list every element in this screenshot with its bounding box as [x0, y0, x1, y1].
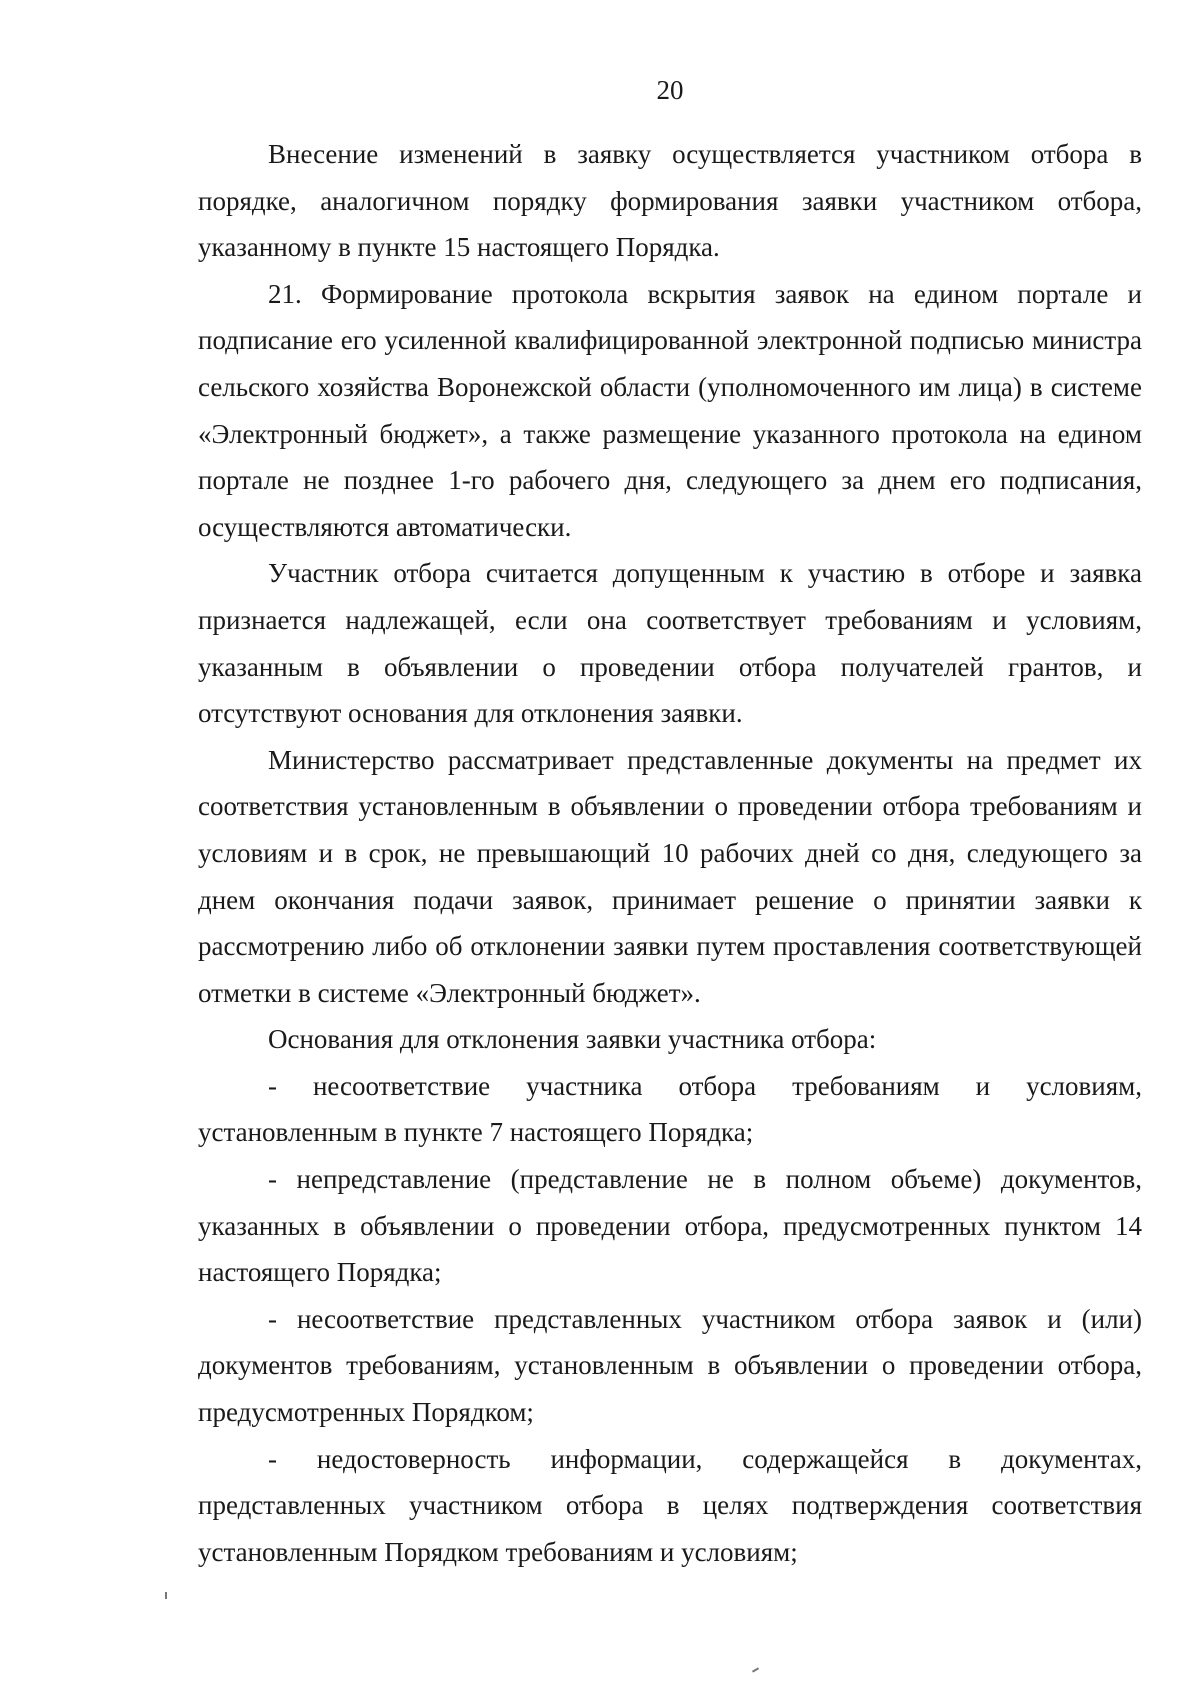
page-number: 20 [656, 75, 684, 105]
paragraph-item-21: 21. Формирование протокола вскрытия заявок на едином портале и подписание его усиленной квалифицированной электронной подписью министра сельского хозяйства Воронежской области (уполномоченного им лица) в системе «Электронный бюджет», а также размещение указанного протокола на едином портале не позднее 1-го рабочего дня, следующего за днем его подписания, осуществляются автоматически. [198, 278, 1142, 542]
scan-speck [165, 1592, 167, 1599]
paragraph-review: Министерство рассматривает представленные документы на предмет их соответствия установленным в объявлении о проведении отбора требованиям и условиям и в срок, не превышающий 10 рабочих дней со дня, следующего за днем окончания подачи заявок, принимает решение о принятии заявки к рассмотрению либо об отклонении заявки путем проставления соответствующей отметки в системе «Электронный бюджет». [198, 744, 1142, 1008]
list-item-documents-mismatch: - несоответствие представленных участником отбора заявок и (или) документов требованиям, установленным в объявлении о проведении отбора, предусмотренных Порядком; [198, 1303, 1142, 1428]
scan-speck [752, 1667, 759, 1672]
list-item-unreliable-info: - недостоверность информации, содержащейся в документах, представленных участником отбора в целях подтверждения соответствия установленным Порядком требованиям и условиям; [198, 1443, 1142, 1567]
paragraph-admission: Участник отбора считается допущенным к участию в отборе и заявка признается надлежащей, если она соответствует требованиям и условиям, указанным в объявлении о проведении отбора получателей грантов, и отсутствуют основания для отклонения заявки. [198, 558, 1142, 729]
list-item-nonconformity: - несоответствие участника отбора требованиям и условиям, установленным в пункте 7 настоящего Порядка; [198, 1070, 1142, 1148]
document-body [198, 131, 1142, 1575]
list-item-nonsubmission: - непредставление (представление не в полном объеме) документов, указанных в объявлении о проведении отбора, предусмотренных пунктом 14 настоящего Порядка; [198, 1164, 1142, 1288]
paragraph-rejection-grounds-heading: Основания для отклонения заявки участника отбора: [268, 1024, 877, 1055]
paragraph-amendments: Внесение изменений в заявку осуществляется участником отбора в порядке, аналогичном порядку формирования заявки участником отбора, указанному в пункте 15 настоящего Порядка. [198, 139, 1142, 263]
